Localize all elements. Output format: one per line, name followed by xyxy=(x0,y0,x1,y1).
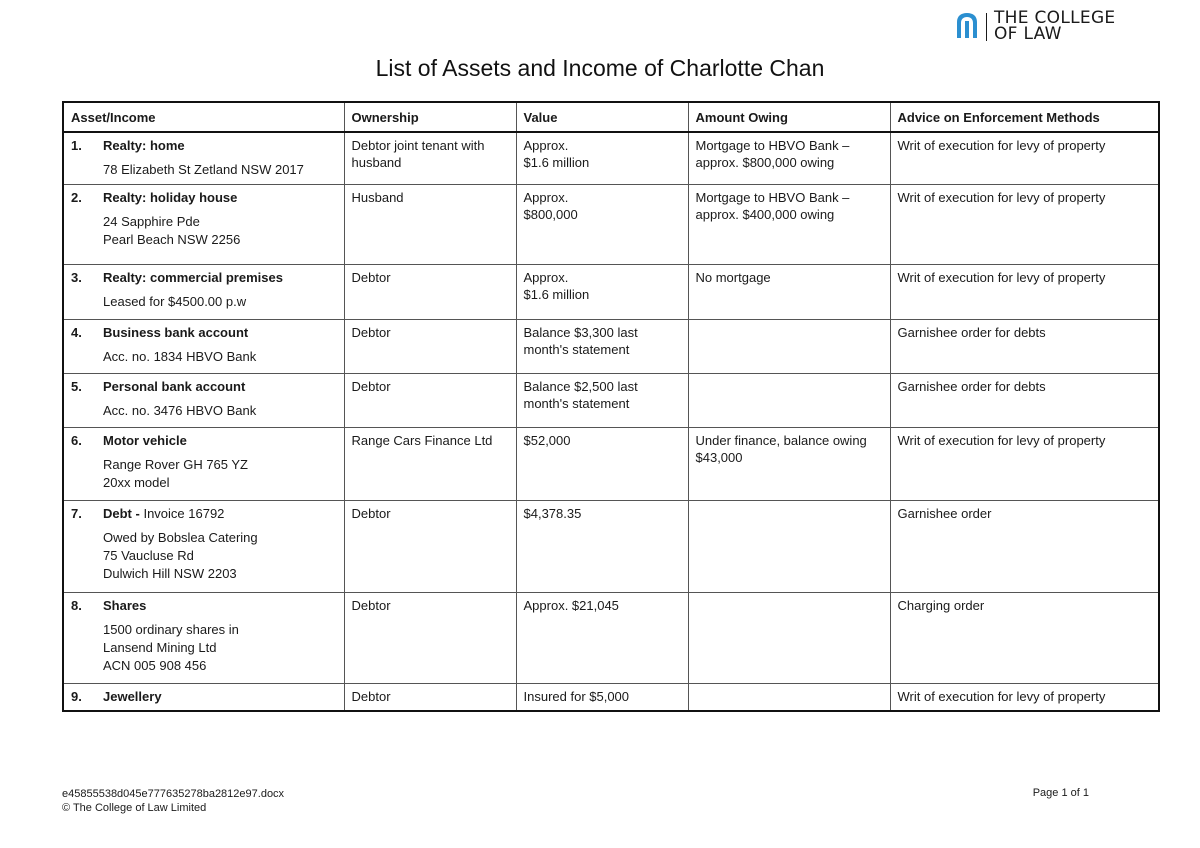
asset-details xyxy=(71,213,337,249)
value-cell xyxy=(516,320,688,374)
asset-title: Realty: holiday house xyxy=(103,190,238,205)
row-number: 7. xyxy=(71,506,82,521)
value-cell xyxy=(516,374,688,428)
ownership-cell: Debtor joint tenant with husband xyxy=(344,132,516,185)
table-row xyxy=(63,185,1159,265)
asset-detail-line: Pearl Beach NSW 2256 xyxy=(103,232,241,247)
amount-owing-cell: No mortgage xyxy=(688,265,890,320)
advice-cell: Garnishee order xyxy=(890,501,1159,593)
amount-owing-cell xyxy=(688,684,890,712)
asset-cell xyxy=(63,320,344,374)
asset-detail-line: 24 Sapphire Pde xyxy=(103,214,200,229)
header-amount-owing: Amount Owing xyxy=(688,102,890,132)
logo-text xyxy=(994,10,1115,42)
value-line: $1.6 million xyxy=(523,155,590,170)
header-value: Value xyxy=(516,102,688,132)
asset-cell xyxy=(63,132,344,185)
ownership-cell: Debtor xyxy=(344,501,516,593)
advice-cell: Garnishee order for debts xyxy=(890,374,1159,428)
asset-title: Motor vehicle xyxy=(103,433,187,448)
asset-details xyxy=(71,161,337,179)
table-row xyxy=(63,684,1159,712)
footer-filename: e45855538d045e777635278ba2812e97.docx xyxy=(62,788,285,800)
amount-owing-cell: Mortgage to HBVO Bank – approx. $400,000 owing xyxy=(688,185,890,265)
asset-cell xyxy=(63,265,344,320)
asset-heading xyxy=(71,432,337,449)
asset-heading xyxy=(71,324,337,341)
asset-title: Realty: home xyxy=(103,138,185,153)
asset-detail-line: Dulwich Hill NSW 2203 xyxy=(103,566,237,581)
amount-owing-cell: Mortgage to HBVO Bank – approx. $800,000 owing xyxy=(688,132,890,185)
ownership-cell: Range Cars Finance Ltd xyxy=(344,428,516,501)
row-number: 1. xyxy=(71,138,82,153)
asset-cell xyxy=(63,501,344,593)
asset-title: Realty: commercial premises xyxy=(103,270,283,285)
asset-heading xyxy=(71,505,337,522)
advice-cell: Writ of execution for levy of property xyxy=(890,132,1159,185)
asset-detail-line: Owed by Bobslea Catering xyxy=(103,530,258,545)
asset-heading xyxy=(71,597,337,614)
asset-heading xyxy=(71,378,337,395)
value-cell xyxy=(516,501,688,593)
value-line: Balance $2,500 last month's statement xyxy=(523,379,638,411)
asset-cell xyxy=(63,185,344,265)
value-line: $52,000 xyxy=(523,433,571,448)
ownership-cell: Debtor xyxy=(344,374,516,428)
amount-owing-cell xyxy=(688,593,890,684)
asset-title: Shares xyxy=(103,598,147,613)
asset-cell xyxy=(63,428,344,501)
value-cell xyxy=(516,185,688,265)
amount-owing-cell xyxy=(688,374,890,428)
logo-line-2: OF LAW xyxy=(994,24,1062,44)
table-row xyxy=(63,132,1159,185)
advice-cell: Writ of execution for levy of property xyxy=(890,428,1159,501)
asset-detail-line: 75 Vaucluse Rd xyxy=(103,548,194,563)
asset-details xyxy=(71,529,337,583)
value-cell xyxy=(516,132,688,185)
asset-details xyxy=(71,348,337,366)
row-number: 9. xyxy=(71,689,82,704)
pillar-logo-icon xyxy=(955,12,979,38)
asset-detail-line: Leased for $4500.00 p.w xyxy=(103,294,247,309)
amount-owing-cell: Under finance, balance owing $43,000 xyxy=(688,428,890,501)
logo-divider xyxy=(986,13,987,41)
row-number: 2. xyxy=(71,190,82,205)
asset-heading xyxy=(71,137,337,154)
value-line: Balance $3,300 last month's statement xyxy=(523,325,638,357)
advice-cell: Writ of execution for levy of property xyxy=(890,265,1159,320)
advice-cell: Garnishee order for debts xyxy=(890,320,1159,374)
advice-cell: Writ of execution for levy of property xyxy=(890,684,1159,712)
table-body xyxy=(63,132,1159,711)
logo-line-1: THE COLLEGE xyxy=(994,8,1116,28)
amount-owing-cell xyxy=(688,501,890,593)
asset-details xyxy=(71,456,337,492)
asset-heading xyxy=(71,688,337,705)
document-title: List of Assets and Income of Charlotte Chan xyxy=(375,55,825,81)
header-ownership: Ownership xyxy=(344,102,516,132)
asset-heading xyxy=(71,269,337,286)
footer-document-info xyxy=(62,787,284,815)
asset-title: Business bank account xyxy=(103,325,249,340)
asset-title: Personal bank account xyxy=(103,379,246,394)
advice-cell: Writ of execution for levy of property xyxy=(890,185,1159,265)
row-number: 4. xyxy=(71,325,82,340)
asset-detail-line: Range Rover GH 765 YZ xyxy=(103,457,248,472)
asset-cell xyxy=(63,593,344,684)
footer-page-number: Page 1 of 1 xyxy=(1032,787,1089,799)
asset-cell xyxy=(63,374,344,428)
value-line: Insured for $5,000 xyxy=(523,689,630,704)
value-line: $4,378.35 xyxy=(523,506,582,521)
asset-details xyxy=(71,402,337,420)
asset-detail-line: 78 Elizabeth St Zetland NSW 2017 xyxy=(103,162,304,177)
table-row xyxy=(63,501,1159,593)
row-number: 8. xyxy=(71,598,82,613)
asset-detail-line: Lansend Mining Ltd xyxy=(103,640,217,655)
asset-cell xyxy=(63,684,344,712)
table-row xyxy=(63,265,1159,320)
table-row xyxy=(63,428,1159,501)
header-asset-income: Asset/Income xyxy=(63,102,344,132)
college-logo xyxy=(955,10,1115,42)
header-advice: Advice on Enforcement Methods xyxy=(890,102,1159,132)
value-cell xyxy=(516,265,688,320)
value-cell xyxy=(516,428,688,501)
ownership-cell: Debtor xyxy=(344,265,516,320)
value-cell xyxy=(516,684,688,712)
asset-detail-line: 1500 ordinary shares in xyxy=(103,622,239,637)
table-row xyxy=(63,320,1159,374)
ownership-cell: Debtor xyxy=(344,320,516,374)
table-row xyxy=(63,593,1159,684)
value-line: $1.6 million xyxy=(523,287,590,302)
asset-title-extra: Invoice 16792 xyxy=(139,506,225,521)
amount-owing-cell xyxy=(688,320,890,374)
value-cell xyxy=(516,593,688,684)
assets-table xyxy=(62,101,1160,712)
value-line: Approx. xyxy=(523,138,569,153)
row-number: 3. xyxy=(71,270,82,285)
asset-details xyxy=(71,621,337,675)
row-number: 6. xyxy=(71,433,82,448)
ownership-cell: Husband xyxy=(344,185,516,265)
value-line: $800,000 xyxy=(523,207,578,222)
ownership-cell: Debtor xyxy=(344,684,516,712)
ownership-cell: Debtor xyxy=(344,593,516,684)
asset-title: Jewellery xyxy=(103,689,162,704)
asset-detail-line: 20xx model xyxy=(103,475,170,490)
value-line: Approx. xyxy=(523,190,569,205)
asset-heading xyxy=(71,189,337,206)
row-number: 5. xyxy=(71,379,82,394)
advice-cell: Charging order xyxy=(890,593,1159,684)
asset-detail-line: Acc. no. 3476 HBVO Bank xyxy=(103,403,257,418)
value-line: Approx. $21,045 xyxy=(523,598,619,613)
asset-detail-line: Acc. no. 1834 HBVO Bank xyxy=(103,349,257,364)
value-line: Approx. xyxy=(523,270,569,285)
asset-detail-line: ACN 005 908 456 xyxy=(103,658,207,673)
asset-title: Debt - xyxy=(103,506,140,521)
asset-details xyxy=(71,293,337,311)
table-header-row xyxy=(63,102,1159,132)
footer-copyright: © The College of Law Limited xyxy=(62,802,207,814)
table-row xyxy=(63,374,1159,428)
